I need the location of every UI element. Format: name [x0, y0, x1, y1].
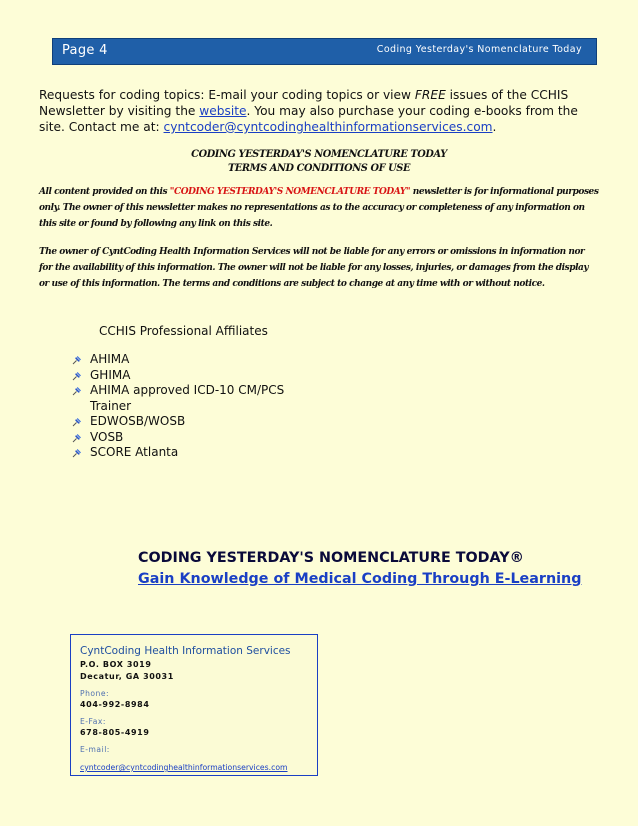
address-line-1: P.O. BOX 3019 — [80, 660, 152, 669]
terms-paragraph-1 — [39, 184, 599, 232]
terms-p1-newsletter-name: "CODING YESTERDAY'S NOMENCLATURE TODAY" — [169, 187, 411, 197]
terms-paragraph-2: The owner of CyntCoding Health Information Services will not be liable for any errors or omissions in information nor for the availability of this information. The owner will not be liable for any losses, injuries, or damages from the display or use of this information. The terms and conditions are subject to change at any time with or without notice. — [39, 247, 589, 289]
running-title: Coding Yesterday's Nomenclature Today — [376, 44, 582, 55]
promo-title: CODING YESTERDAY'S NOMENCLATURE TODAY® — [138, 550, 524, 566]
list-item: VOSB — [72, 430, 312, 446]
list-item: AHIMA — [72, 352, 312, 368]
pushpin-icon — [72, 371, 82, 381]
requests-text-3: . You may also purchase your coding e-books from the site. Contact me at: — [39, 104, 578, 134]
website-link[interactable]: website — [199, 104, 247, 118]
list-item: EDWOSB/WOSB — [72, 414, 312, 430]
contact-box — [70, 634, 318, 776]
requests-text-1: Requests for coding topics: E-mail your coding topics or view — [39, 88, 415, 102]
phone-label: Phone: — [80, 689, 110, 698]
requests-period: . — [492, 120, 497, 134]
pushpin-icon — [72, 448, 82, 458]
affiliates-list — [72, 352, 312, 461]
terms-p1-rest: newsletter is for informational purposes only. The owner of this newsletter makes no representations as to the accuracy or completeness of any information on this site or found by following any link on this site. — [39, 187, 599, 229]
list-item: AHIMA approved ICD-10 CM/PCS Trainer — [72, 383, 312, 414]
list-item: GHIMA — [72, 368, 312, 384]
address-line-2: Decatur, GA 30031 — [80, 672, 174, 681]
requests-paragraph — [39, 87, 599, 135]
terms-p1-start: All content provided on this — [39, 187, 170, 197]
organization-name: CyntCoding Health Information Services — [80, 645, 291, 657]
page-number: Page 4 — [62, 43, 108, 58]
pushpin-icon — [72, 417, 82, 427]
terms-title-line2: TERMS AND CONDITIONS OF USE — [227, 163, 411, 174]
e-learning-link[interactable]: Gain Knowledge of Medical Coding Through E-Learning — [138, 571, 582, 587]
list-item: SCORE Atlanta — [72, 445, 312, 461]
fax-label: E-Fax: — [80, 717, 106, 726]
page-header-bar — [52, 38, 597, 65]
pushpin-icon — [72, 386, 82, 396]
pushpin-icon — [72, 433, 82, 443]
contact-box-email-link[interactable]: cyntcoder@cyntcodinghealthinformationservices.com — [80, 763, 288, 772]
contact-email-link[interactable]: cyntcoder@cyntcodinghealthinformationservices.com — [163, 120, 493, 134]
pushpin-icon — [72, 355, 82, 365]
free-emphasis: FREE — [414, 88, 446, 102]
affiliates-heading: CCHIS Professional Affiliates — [99, 324, 268, 338]
requests-text-2: issues of the CCHIS Newsletter by visiting the — [39, 88, 569, 118]
email-label: E-mail: — [80, 745, 110, 754]
fax-number: 678-805-4919 — [80, 728, 150, 737]
phone-number: 404-992-8984 — [80, 700, 150, 709]
terms-title-line1: CODING YESTERDAY'S NOMENCLATURE TODAY — [191, 149, 447, 160]
